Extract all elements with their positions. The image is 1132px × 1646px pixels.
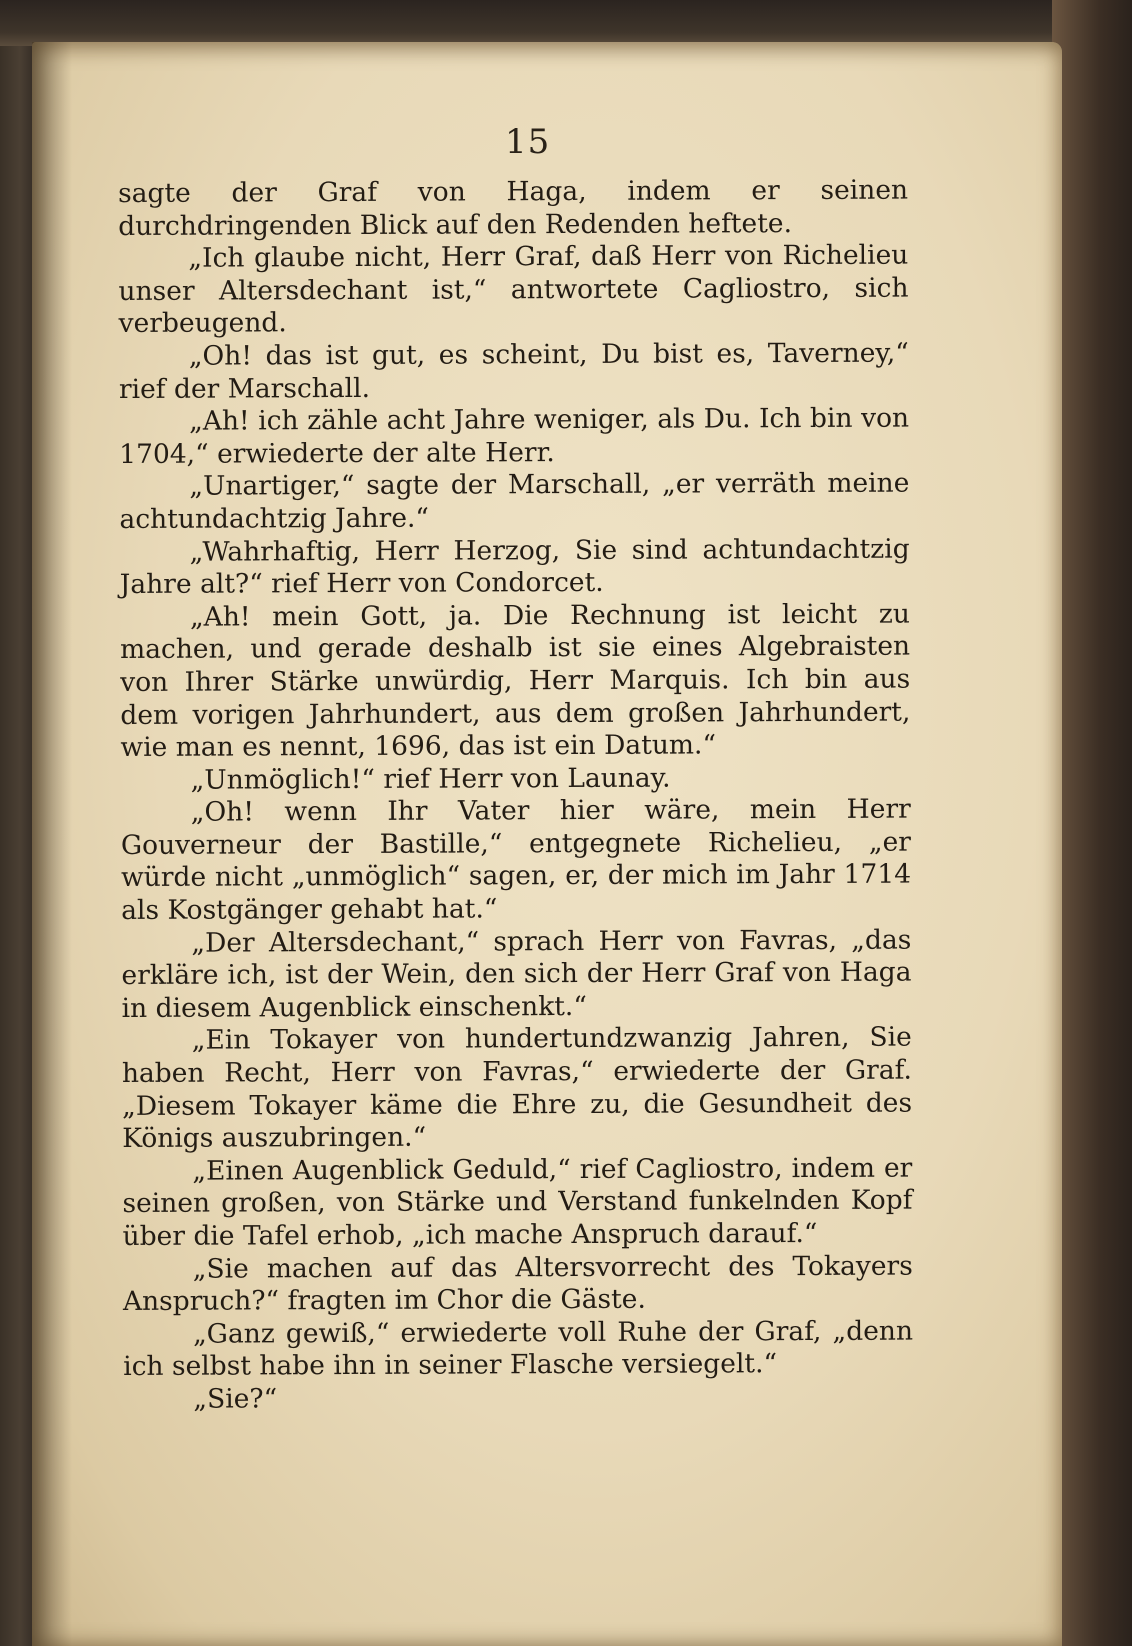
page-gutter-shadow <box>32 42 72 1646</box>
paragraph: „Ganz gewiß,“ erwiederte voll Ruhe der Graf, „denn ich selbst habe ihn in seiner Flasche versiegelt.“ <box>123 1315 914 1383</box>
paragraph: „Einen Augenblick Geduld,“ rief Cagliostro, indem er seinen großen, von Stärke und Verstand funkelnden Kopf über die Tafel erhob, „ich mache Anspruch darauf.“ <box>122 1152 913 1252</box>
paragraph: „Ah! ich zähle acht Jahre weniger, als Du. Ich bin von 1704,“ erwiederte der alte Herr. <box>119 402 910 470</box>
paragraph: „Wahrhaftig, Herr Herzog, Sie sind achtundachtzig Jahre alt?“ rief Herr von Condorcet. <box>119 533 910 601</box>
page-body-text <box>118 175 913 1417</box>
paragraph: „Ich glaube nicht, Herr Graf, daß Herr von Richelieu unser Altersdechant ist,“ antwortete Cagliostro, sich verbeugend. <box>118 239 909 340</box>
paragraph: „Oh! das ist gut, es scheint, Du bist es, Taverney,“ rief der Marschall. <box>118 337 909 405</box>
paragraph: „Der Altersdechant,“ sprach Herr von Favras, „das erkläre ich, ist der Wein, den sich der Herr Graf von Haga in diesem Augenblick einschenkt.“ <box>121 924 912 1024</box>
paragraph: „Unmöglich!“ rief Herr von Launay. <box>190 762 671 796</box>
paragraph: „Sie machen auf das Altersvorrecht des Tokayers Anspruch?“ fragten im Chor die Gäste. <box>122 1250 913 1318</box>
paragraph: „Ah! mein Gott, ja. Die Rechnung ist leicht zu machen, und gerade deshalb ist sie eines Algebraisten von Ihrer Stärke unwürdig, Herr Marquis. Ich bin aus dem vorigen Jahrhundert, aus dem großen Jahrhundert, wie man es nennt, 1696, das ist ein Datum.“ <box>119 598 911 764</box>
book-cover-top-edge <box>0 0 1132 46</box>
paragraph: „Unartiger,“ sagte der Marschall, „er verräth meine achtundachtzig Jahre.“ <box>119 467 910 535</box>
paragraph: „Ein Tokayer von hundertundzwanzig Jahren, Sie haben Recht, Herr von Favras,“ erwiederte der Graf. „Diesem Tokayer käme die Ehre zu, die Gesundheit des Königs auszubringen.“ <box>121 1021 913 1155</box>
paragraph: „Sie?“ <box>193 1383 278 1415</box>
page-number: 15 <box>505 122 551 162</box>
book-cover-right-edge <box>1052 0 1132 1646</box>
paragraph: „Oh! wenn Ihr Vater hier wäre, mein Herr Gouverneur der Bastille,“ entgegnete Richelieu, „er würde nicht „unmöglich“ sagen, er, der mich im Jahr 1714 als Kostgänger gehabt hat.“ <box>120 793 912 927</box>
paragraph: sagte der Graf von Haga, indem er seinen durchdringenden Blick auf den Redenden heftete. <box>118 174 909 242</box>
